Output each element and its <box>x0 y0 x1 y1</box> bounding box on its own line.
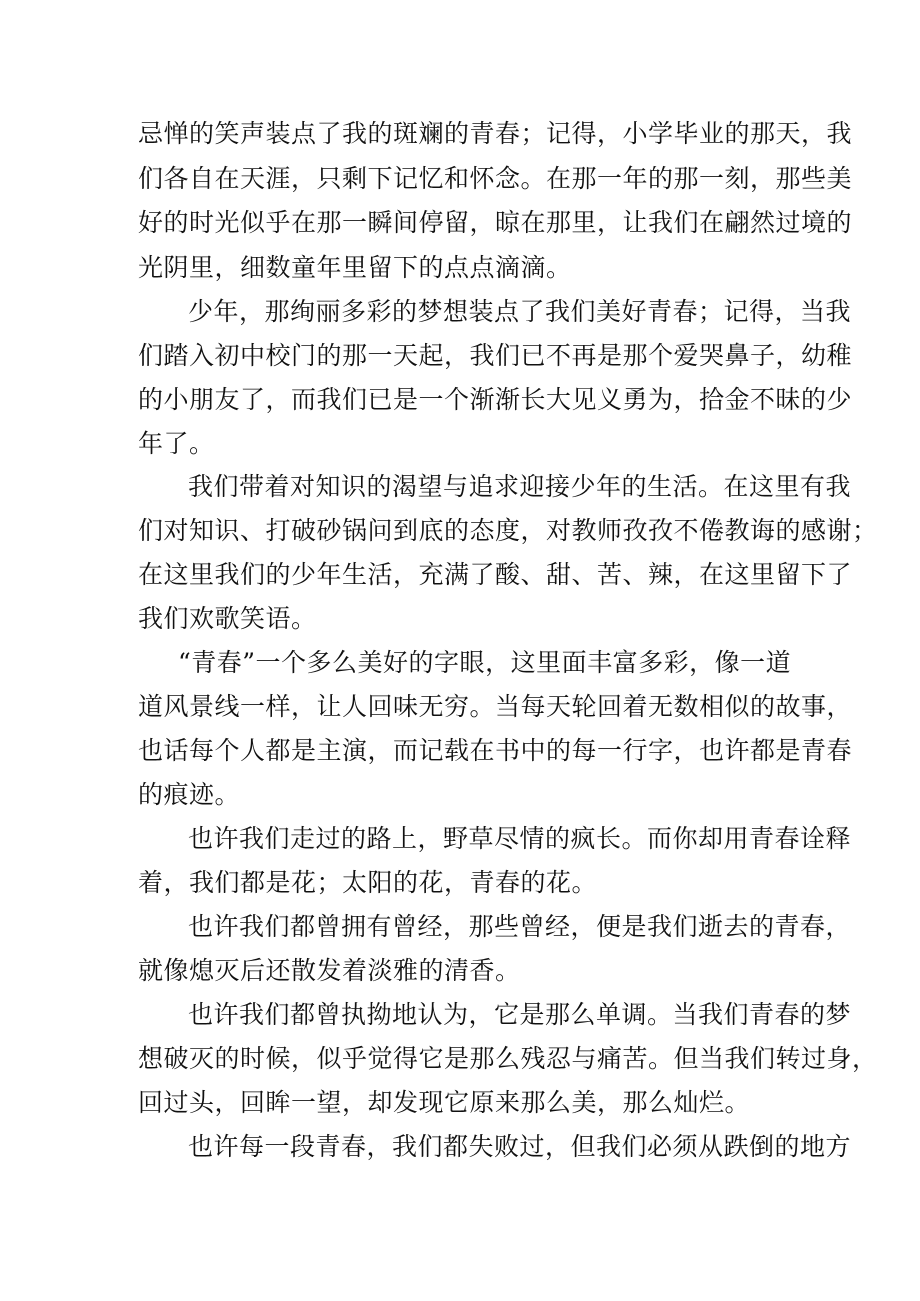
paragraph-6-line-2: 就像熄灭后还散发着淡雅的清香。 <box>138 956 521 985</box>
paragraph-3-line-3: 在这里我们的少年生活，充满了酸、甜、苦、辣，在这里留下了 <box>138 560 853 589</box>
paragraph-8-line-1: 也许每一段青春，我们都失败过，但我们必须从跌倒的地方 <box>188 1132 852 1161</box>
paragraph-1-line-1: 忌惮的笑声装点了我的斑斓的青春；记得，小学毕业的那天，我 <box>138 119 853 148</box>
paragraph-7-line-1: 也许我们都曾执拗地认为，它是那么单调。当我们青春的梦 <box>188 1000 852 1029</box>
paragraph-1-line-4: 光阴里，细数童年里留下的点点滴滴。 <box>138 253 572 282</box>
paragraph-4-line-4: 的痕迹。 <box>138 780 241 809</box>
paragraph-5-line-1: 也许我们走过的路上，野草尽情的疯长。而你却用青春诠释 <box>188 824 852 853</box>
paragraph-7-line-3: 回过头，回眸一望，却发现它原来那么美，那么灿烂。 <box>138 1088 751 1117</box>
paragraph-2-line-3: 的小朋友了，而我们已是一个渐渐长大见义勇为，拾金不昧的少 <box>138 385 853 414</box>
paragraph-3-line-4: 我们欢歌笑语。 <box>138 604 317 633</box>
paragraph-4-line-1: “青春”一个多么美好的字眼，这里面丰富多彩，像一道 <box>178 648 792 677</box>
paragraph-2-line-2: 们踏入初中校门的那一天起，我们已不再是那个爱哭鼻子，幼稚 <box>138 341 853 370</box>
paragraph-1-line-3: 好的时光似乎在那一瞬间停留，晾在那里，让我们在翩然过境的 <box>138 208 853 237</box>
paragraph-2-line-4: 年了。 <box>138 429 215 458</box>
paragraph-4-line-3: 也话每个人都是主演，而记载在书中的每一行字，也许都是青春 <box>138 736 853 765</box>
paragraph-4-line-2: 道风景线一样，让人回味无穷。当每天轮回着无数相似的故事， <box>138 692 853 721</box>
paragraph-1-line-2: 们各自在天涯，只剩下记忆和怀念。在那一年的那一刻，那些美 <box>138 164 853 193</box>
paragraph-7-line-2: 想破灭的时候，似乎觉得它是那么残忍与痛苦。但当我们转过身， <box>138 1044 878 1073</box>
paragraph-3-line-2: 们对知识、打破砂锅问到底的态度，对教师孜孜不倦教诲的感谢； <box>138 516 878 545</box>
paragraph-2-line-1: 少年，那绚丽多彩的梦想装点了我们美好青春；记得，当我 <box>188 297 852 326</box>
paragraph-5-line-2: 着，我们都是花；太阳的花，青春的花。 <box>138 868 598 897</box>
paragraph-6-line-1: 也许我们都曾拥有曾经，那些曾经，便是我们逝去的青春， <box>188 912 852 941</box>
paragraph-3-line-1: 我们带着对知识的渴望与追求迎接少年的生活。在这里有我 <box>188 472 852 501</box>
